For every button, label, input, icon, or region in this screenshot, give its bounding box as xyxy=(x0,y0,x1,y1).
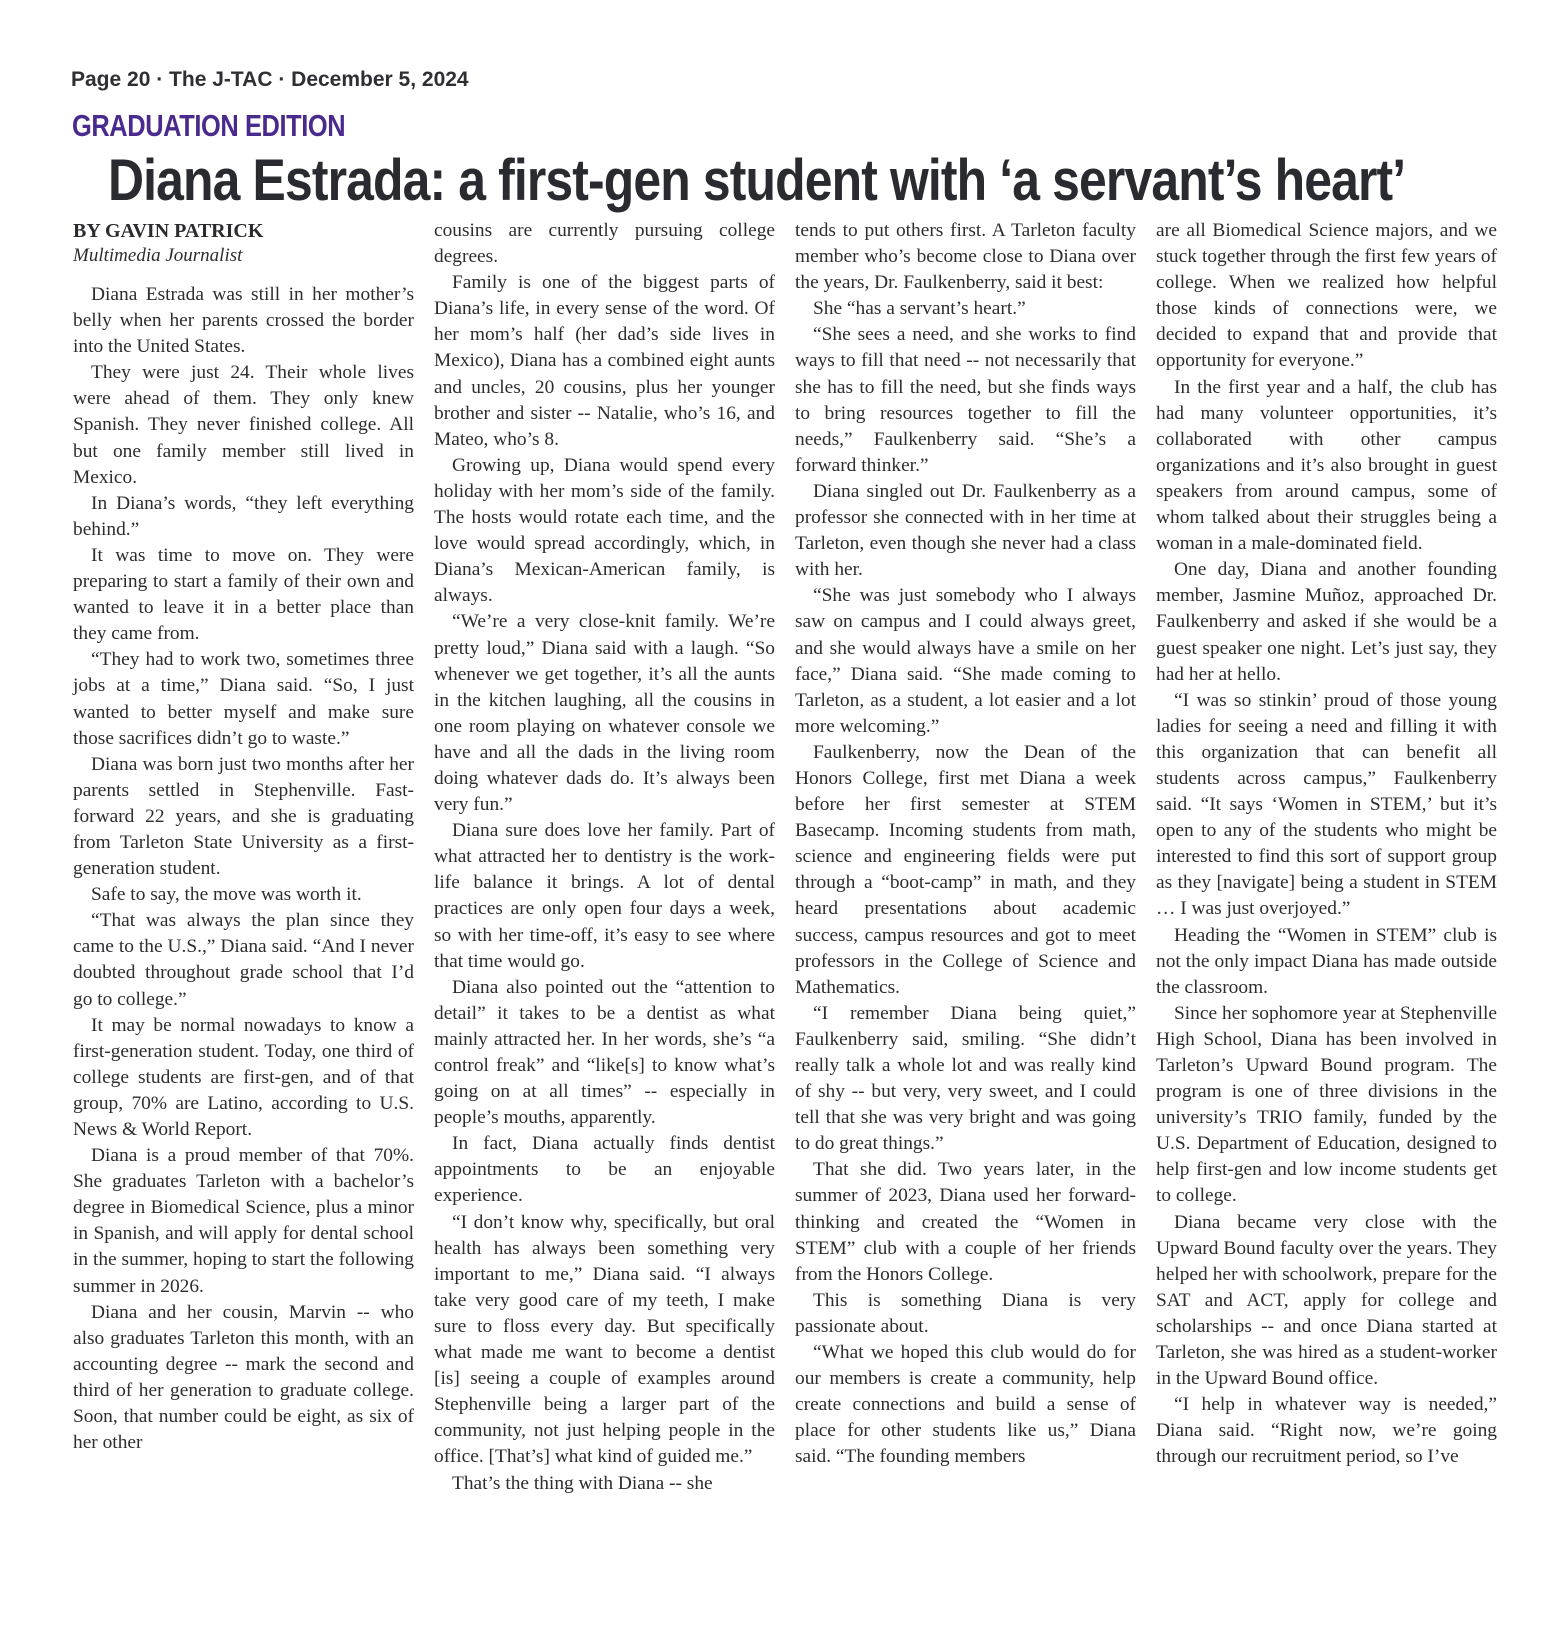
section-kicker: GRADUATION EDITION xyxy=(72,108,346,143)
paragraph: Diana is a proud member of that 70%. She graduates Tarleton with a bachelor’s degree in Biomedical Science, plus a minor in Spanish, and will apply for dental school in the summer, hoping to start the following summer in 2026. xyxy=(73,1145,414,1297)
paragraph: “I remember Diana being quiet,” Faulkenberry said, smiling. “She didn’t really talk a whole lot and was really kind of shy -- but very, very sweet, and I could tell that she was very bright and was going to do great things.” xyxy=(795,1002,1136,1155)
paragraph: Family is one of the biggest parts of Diana’s life, in every sense of the word. Of her mom’s half (her dad’s side lives in Mexico), Diana has a combined eight aunts and uncles, 20 cousins, plus her younger brother and sister -- Natalie, who’s 16, and Mateo, who’s 8. xyxy=(434,272,775,450)
paragraph: This is something Diana is very passionate about. xyxy=(795,1289,1136,1337)
paragraph: In Diana’s words, “they left everything behind.” xyxy=(73,492,414,540)
paragraph: Diana also pointed out the “attention to detail” it takes to be a dentist as what mainly attracted her. In her words, she’s “a control freak” and “like[s] to know what’s going on at all times” -- especially in people’s mouths, apparently. xyxy=(434,976,775,1129)
paragraph: “I help in whatever way is needed,” Diana said. “Right now, we’re going through our recruitment period, so I’ve xyxy=(1156,1394,1497,1468)
paragraph: “We’re a very close-knit family. We’re pretty loud,” Diana said with a laugh. “So whenever we get together, it’s all the aunts in the kitchen laughing, all the cousins in one room playing on whatever console we have and all the dads in the living room doing whatever dads do. It’s always been very fun.” xyxy=(434,611,775,816)
column-4 xyxy=(1156,218,1497,1497)
paragraph-continuation: tends to put others first. A Tarleton faculty member who’s become close to Diana over the years, Dr. Faulkenberry, said it best: xyxy=(795,220,1136,294)
paragraph: In the first year and a half, the club has had many volunteer opportunities, it’s collaborated with other campus organizations and it’s also brought in guest speakers from around campus, some of whom talked about their struggles being a woman in a male-dominated field. xyxy=(1156,376,1497,555)
paragraph: Growing up, Diana would spend every holiday with her mom’s side of the family. The hosts would rotate each time, and the love would spread accordingly, which, in Diana’s Mexican-American family, is always. xyxy=(434,454,775,607)
paragraph: “She sees a need, and she works to find ways to fill that need -- not necessarily that she has to fill the need, but she finds ways to bring resources together to fill the needs,” Faulkenberry said. “She’s a forward thinker.” xyxy=(795,324,1136,476)
paragraph: Since her sophomore year at Stephenville High School, Diana has been involved in Tarleton’s Upward Bound program. The program is one of three divisions in the university’s TRIO family, funded by the U.S. Department of Education, designed to help first-gen and low income students get to college. xyxy=(1156,1002,1497,1207)
column-2 xyxy=(434,218,775,1497)
paragraph: In fact, Diana actually finds dentist appointments to be an enjoyable experience. xyxy=(434,1133,775,1207)
paragraph-continuation: cousins are currently pursuing college degrees. xyxy=(434,220,775,268)
paragraph: It was time to move on. They were preparing to start a family of their own and wanted to leave it in a better place than they came from. xyxy=(73,544,414,645)
paragraph: Heading the “Women in STEM” club is not the only impact Diana has made outside the classroom. xyxy=(1156,924,1497,998)
article-headline: Diana Estrada: a first-gen student with ‘a servant’s heart’ xyxy=(108,148,1406,213)
paragraph: That’s the thing with Diana -- she xyxy=(452,1472,713,1494)
paragraph: Diana was born just two months after her parents settled in Stephenville. Fast-forward 22 years, and she is graduating from Tarleton State University as a first-generation student. xyxy=(73,753,414,880)
paragraph-continuation: are all Biomedical Science majors, and we stuck together through the first few years of college. When we realized how helpful those kinds of connections were, we decided to expand that and provide that opportunity for everyone.” xyxy=(1156,220,1497,372)
paragraph: “I don’t know why, specifically, but oral health has always been something very important to me,” Diana said. “I always take very good care of my teeth, I make sure to floss every day. But specifically what made me want to become a dentist [is] seeing a couple of examples around Stephenville being a larger part of the community, not just helping people in the office. [That’s] what kind of guided me.” xyxy=(434,1211,775,1468)
paragraph: “She was just somebody who I always saw on campus and I could always greet, and she would always have a smile on her face,” Diana said. “She made coming to Tarleton, as a student, a lot easier and a lot more welcoming.” xyxy=(795,585,1136,737)
paragraph: “That was always the plan since they came to the U.S.,” Diana said. “And I never doubted throughout grade school that I’d go to college.” xyxy=(73,910,414,1010)
paragraph: One day, Diana and another founding member, Jasmine Muñoz, approached Dr. Faulkenberry and asked if she would be a guest speaker one night. Let’s just say, they had her at hello. xyxy=(1156,559,1497,685)
paragraph: She “has a servant’s heart.” xyxy=(813,298,1026,320)
paragraph: That she did. Two years later, in the summer of 2023, Diana used her forward-thinking and created the “Women in STEM” club with a couple of her friends from the Honors College. xyxy=(795,1159,1136,1285)
paragraph: Diana singled out Dr. Faulkenberry as a professor she connected with in her time at Tarleton, even though she never had a class with her. xyxy=(795,480,1136,581)
paragraph: Diana became very close with the Upward Bound faculty over the years. They helped her with schoolwork, prepare for the SAT and ACT, apply for college and scholarships -- and once Diana started at Tarleton, she was hired as a student-worker in the Upward Bound office. xyxy=(1156,1211,1497,1390)
paragraph: “What we hoped this club would do for our members is create a community, help create connections and build a sense of place for other students like us,” Diana said. “The founding members xyxy=(795,1342,1136,1468)
paragraph: They were just 24. Their whole lives were ahead of them. They only knew Spanish. They never finished college. All but one family member still lived in Mexico. xyxy=(73,362,414,488)
paragraph: Faulkenberry, now the Dean of the Honors College, first met Diana a week before her first semester at STEM Basecamp. Incoming students from math, science and engineering fields were put through a “boot-camp” in math, and they heard presentations about academic success, campus resources and got to meet professors in the College of Science and Mathematics. xyxy=(795,741,1136,998)
paragraph: Diana sure does love her family. Part of what attracted her to dentistry is the work-life balance it brings. A lot of dental practices are only open four days a week, so with her time-off, it’s easy to see where that time would go. xyxy=(434,820,775,972)
paragraph: “I was so stinkin’ proud of those young ladies for seeing a need and filling it with this organization that can benefit all students across campus,” Faulkenberry said. “It says ‘Women in STEM,’ but it’s open to any of the students who might be interested to find this sort of support group as they [navigate] being a student in STEM … I was just overjoyed.” xyxy=(1156,689,1497,920)
paragraph: Diana and her cousin, Marvin -- who also graduates Tarleton this month, with an accounting degree -- mark the second and third of her generation to graduate college. Soon, that number could be eight, as six of her other xyxy=(73,1301,414,1454)
paragraph: Diana Estrada was still in her mother’s belly when her parents crossed the border into the United States. xyxy=(73,284,414,358)
paragraph: Safe to say, the move was worth it. xyxy=(91,884,362,906)
paragraph: “They had to work two, sometimes three jobs at a time,” Diana said. “So, I just wanted to better myself and make sure those sacrifices didn’t go to waste.” xyxy=(73,649,414,749)
column-3 xyxy=(795,218,1136,1497)
byline-author: BY GAVIN PATRICK xyxy=(73,220,264,242)
column-1 xyxy=(73,218,414,1497)
paragraph: It may be normal nowadays to know a first-generation student. Today, one third of college students are first-gen, and of that group, 70% are Latino, according to U.S. News & World Report. xyxy=(73,1014,414,1140)
byline-role: Multimedia Journalist xyxy=(73,245,243,266)
article-body xyxy=(73,218,1497,1497)
page-folio: Page 20 · The J-TAC · December 5, 2024 xyxy=(71,68,469,91)
